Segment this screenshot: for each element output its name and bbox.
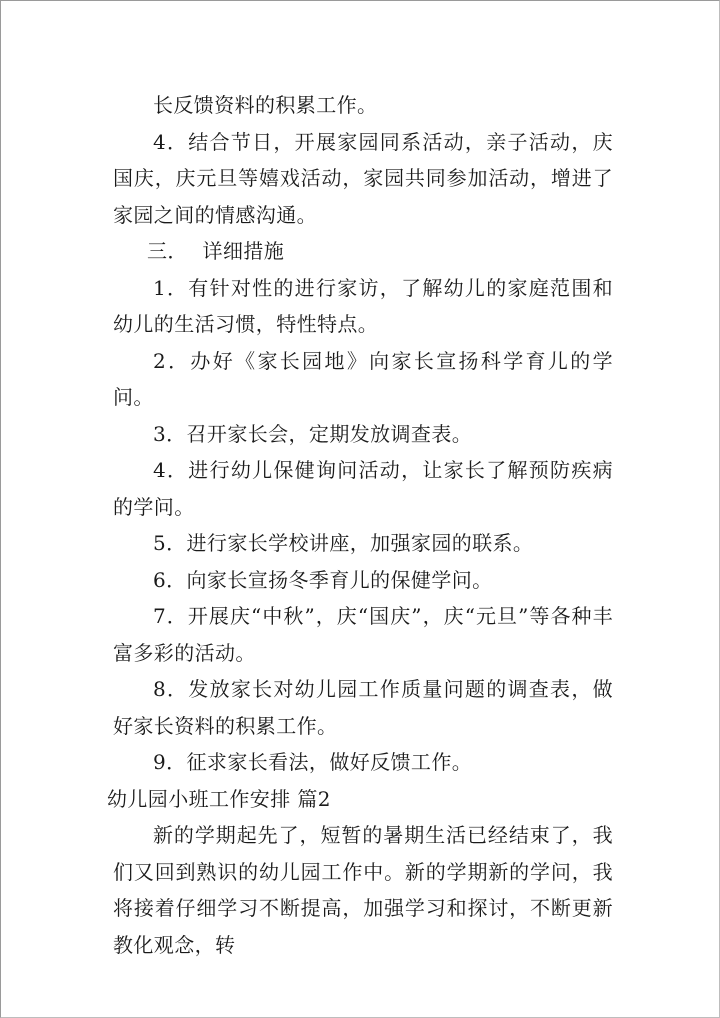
section-heading-detailed-measures: 三． 详细措施 [147,239,285,263]
paragraph-item-9-feedback: 9．征求家长看法，做好反馈工作。 [153,750,473,774]
article-heading-part-2: 幼儿园小班工作安排 篇2 [107,786,331,811]
paragraph-item-3-parent-meeting: 3．召开家长会，定期发放调查表。 [153,421,473,446]
document-body [107,87,613,963]
paragraph-item-5-parent-school: 5．进行家长学校讲座，加强家园的联系。 [153,531,534,555]
paragraph-item-8-survey: 8．发放家长对幼儿园工作质量问题的调查表，做好家长资料的积累工作。 [113,677,613,738]
paragraph-item-6-winter-health: 6．向家长宣扬冬季育儿的保健学问。 [153,567,493,592]
paragraph-new-semester: 新的学期起先了，短暂的暑期生活已经结束了，我们又回到熟识的幼儿园工作中。新的学期新的学问，我将接着仔细学习不断提高，加强学习和探讨，不断更新教化观念，转 [113,823,613,957]
paragraph-continuation: 长反馈资料的积累工作。 [153,93,378,117]
paragraph-item-4-health-consult: 4．进行幼儿保健询问活动，让家长了解预防疾病的学问。 [113,458,613,519]
paragraph-item-4-festival-activities: 4．结合节日，开展家园同系活动，亲子活动，庆国庆，庆元旦等嬉戏活动，家园共同参加活动，增进了家园之间的情感沟通。 [113,129,613,227]
paragraph-item-7-festivals: 7．开展庆“中秋”，庆“国庆”，庆“元旦”等各种丰富多彩的活动。 [113,604,613,665]
paragraph-item-1-home-visits: 1．有针对性的进行家访，了解幼儿的家庭范围和幼儿的生活习惯，特性特点。 [113,275,613,336]
paragraph-item-2-parent-garden: 2．办好《家长园地》向家长宣扬科学育儿的学问。 [113,348,613,409]
